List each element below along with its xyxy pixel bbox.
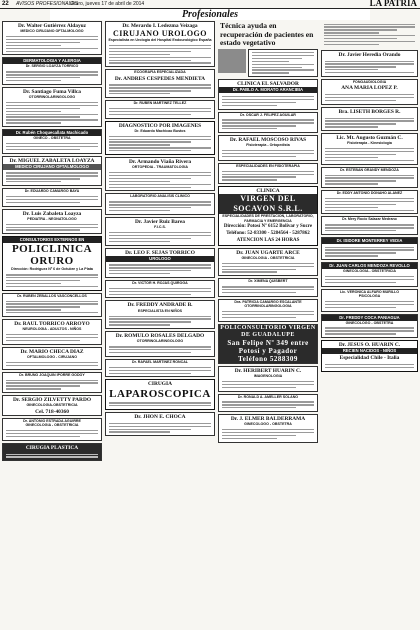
- column-1: [2, 21, 102, 626]
- ad-guzman: [321, 133, 418, 165]
- ad-title: ANA MARIA LOPEZ P.: [341, 85, 398, 92]
- ad-subtitle: LABORATORIO ANALISIS CLINICO: [130, 194, 190, 199]
- ad-body: [219, 378, 317, 390]
- ad-body: [106, 285, 214, 297]
- ad-body: [3, 193, 101, 205]
- ad-banner: CONSULTORIOS EXTERNOS EN: [3, 237, 101, 243]
- ad-rosales: [105, 331, 215, 357]
- ad-sejas: [105, 248, 215, 278]
- ad-body: [3, 298, 101, 316]
- ad-banner: MEDICO CIRUJANO OFTALMOLOGO: [3, 164, 101, 170]
- ad-title: Dr. SERGIO ZILVETTY PARDO: [12, 397, 92, 404]
- ad-subtitle: OTORRINOLARINGOLOGO: [136, 339, 184, 344]
- ad-subtitle: Dr. RUBEN ZEBALLOS VASCONCELLOS: [17, 293, 87, 298]
- ad-subtitle: PEDIATRA - NEONATOLOGO: [27, 216, 77, 221]
- ad-felipez: [218, 112, 318, 133]
- ad-title: Dr. ROMULO ROSALES DELGADO: [115, 333, 205, 340]
- ad-subtitle: Dr. RUBEN MARTINEZ TELLEZ: [133, 100, 187, 105]
- ad-body: [106, 229, 214, 244]
- ad-ruiz-barea: [105, 217, 215, 246]
- ad-body: [219, 93, 317, 108]
- ad-title: Dr. HERIBERT HUARIN C.: [234, 367, 302, 374]
- ad-subtitle: Dr. BRUNO JOAQUIN IPORRE GODOY: [19, 372, 85, 377]
- news-photo: [218, 49, 246, 73]
- ad-subtitle: GINECOLOGO - OBSTETRA: [244, 422, 292, 427]
- section-label: AVISOS PROFESIONALES: [16, 1, 78, 7]
- ad-body: [322, 91, 417, 103]
- ad-title: CIRUGIA: [148, 381, 172, 388]
- ad-title: Dr. J. ELMER BALDERRAMA: [230, 416, 306, 423]
- ad-moscoso: [218, 135, 318, 161]
- ad-title: Dr. Armando Viaña Rivera: [128, 158, 192, 165]
- ad-zabaleta: [2, 156, 102, 186]
- ad-headline: POLICLINICA ORURO: [11, 243, 93, 268]
- ad-headline: CIRUJANO UROLOGO: [112, 29, 207, 39]
- ad-subtitle: Dr. ANTONIO ESTRADA AGUIRRE: [23, 418, 81, 423]
- ad-iporre: [2, 372, 102, 393]
- ad-mendoza-revollo: [321, 262, 418, 287]
- ad-specialty: GINECOLOGIA - OBSTETRICIA: [25, 423, 79, 428]
- ad-body: [322, 298, 417, 310]
- ad-title: Dr. FREDDY ANDRADE B.: [127, 302, 193, 309]
- ad-title: CLINICA EL SALVADOR: [237, 81, 299, 88]
- ad-body: [219, 168, 317, 183]
- ad-headline: LAPAROSCOPICA: [109, 387, 211, 400]
- ad-body: [106, 420, 214, 435]
- ad-donaho: [321, 190, 418, 214]
- ad-subtitle: OFTALMOLOGO - CIRUJANO: [26, 355, 78, 360]
- ad-body: [3, 140, 101, 152]
- news-headline: Técnica ayuda en recuperación de pacientes en estado vegetativo: [220, 21, 314, 47]
- ad-body: [249, 50, 317, 77]
- ad-subtitle: Dra. PATRICIA CAMARGO ESCALANTE: [234, 299, 302, 304]
- ad-subtitle: Dr. Mery Rocío Salazar Medrano: [342, 217, 397, 222]
- ad-body: [322, 146, 417, 164]
- ad-banner: Dr. PABLO A. MORATO ARANCIBIA: [219, 87, 317, 93]
- ad-subtitle: MEDICO CIRUJANO OFTALMOLOGO: [20, 29, 84, 34]
- ad-title: CIRUGIA PLASTICA: [25, 444, 79, 451]
- ad-body: [106, 400, 214, 409]
- ad-body: [3, 332, 101, 344]
- ad-cirugia-plastica: [2, 443, 102, 462]
- ad-martinez-roncal: [105, 359, 215, 378]
- ad-title: Dr. JUAN UGARTE ARCE: [236, 249, 300, 256]
- ad-body: [3, 69, 101, 84]
- ad-grandy: [321, 167, 418, 188]
- ad-subtitle: GINECOLOGIA-OBSTETRICIA: [26, 403, 78, 408]
- ad-body: [106, 344, 214, 356]
- ad-title: Dr. Javier Ruiz Barea: [135, 218, 185, 225]
- ad-subtitle: Dr. OSCAR J. FELIPEZ AGUILAR: [240, 112, 296, 117]
- ad-subtitle: ESPECIALIDADES DE PRESTACION, LABORATORIO, FARMACIA Y EMERGENCIA: [222, 214, 314, 223]
- ad-title: Dr. JHON E. CHOCA: [134, 414, 186, 421]
- ad-body: [322, 195, 417, 213]
- ad-body: [322, 244, 417, 259]
- ad-banner: UROLOGO: [106, 256, 214, 262]
- ad-body: [106, 43, 214, 67]
- ad-body: [322, 325, 417, 337]
- ad-headline: POLICONSULTORIO VIRGEN DE GUADALUPE: [220, 324, 316, 338]
- ad-body: [3, 99, 101, 126]
- ad-address: San Felipe Nº 349 entre Potosí y Pagador: [227, 338, 309, 355]
- ad-body: [219, 148, 317, 160]
- ad-virgen-socavon: [218, 186, 318, 245]
- ad-title: Dr. Merardo I. Ledezma Veizaga: [122, 23, 198, 29]
- ad-title: Lic. Mt. Augusto Guzmán C.: [336, 135, 403, 142]
- ad-body: [321, 21, 418, 48]
- ad-subtitle: ESPECIALISTA EN NIÑOS: [137, 308, 183, 313]
- ad-subtitle: NEUROLOGIA - ADULTOS - NIÑOS: [22, 327, 82, 332]
- ad-coca: [321, 314, 418, 339]
- ad-subtitle: Dr. XIMENA QUISBERT: [248, 279, 288, 284]
- ad-fuma: [2, 87, 102, 127]
- ad-body: [322, 222, 417, 234]
- ad-title: Dr. LEO F. SEJAS TORRICO: [125, 249, 195, 256]
- ad-headline: VIRGEN DEL SOCAVON S.R.L.: [219, 194, 317, 214]
- ad-body: [106, 82, 214, 97]
- ad-balderrama: [218, 414, 318, 443]
- ad-luis-zabaleta: [2, 209, 102, 235]
- ad-ameller: [218, 394, 318, 413]
- page-header: [0, 0, 420, 9]
- ad-subtitle: Dr. ESTEBAN GRANDY MENDOZA: [340, 167, 399, 172]
- ad-body: [106, 105, 214, 117]
- ad-body: [322, 362, 417, 371]
- ad-phone: Teléfono 5288309: [238, 354, 298, 363]
- ad-title: Dr. MIGUEL ZABALETA LOAYZA: [9, 157, 95, 164]
- ad-body: [322, 172, 417, 187]
- ad-subtitle: Fisioterapia - Ortopedista: [246, 143, 290, 148]
- ad-title: CLINICA: [256, 188, 280, 195]
- page-number: 22: [2, 1, 9, 7]
- ad-subtitle: Fisioterapia - Kinesiología: [347, 141, 392, 146]
- ad-subtitle: Dr. EDUARDO CAMARGO BAYA: [24, 189, 80, 194]
- issue-date: Oruro, jueves 17 de abril de 2014: [70, 1, 145, 7]
- ad-title: Dr. Luis Zabaleta Loayza: [22, 210, 82, 217]
- ad-body: [3, 359, 101, 368]
- ad-subtitle: ORTOPEDIA - TRAUMATOLOGIA: [132, 165, 188, 170]
- ad-salazar: [321, 216, 418, 235]
- ad-banner: Dr. Rubén Choquecallata Machicado: [3, 130, 101, 136]
- ad-subtitle: GINECOLOGIA - OBSTETRICIA: [343, 269, 396, 274]
- ad-estrada: [2, 418, 102, 441]
- ad-hours: ATENCION LAS 24 HORAS: [236, 238, 300, 244]
- ad-subtitle: ESPECIALIDADES EN FISIOTERAPIA: [236, 163, 300, 168]
- ad-title: Dr. Javier Heredia Orando: [338, 51, 401, 58]
- ad-body: [219, 427, 317, 442]
- ad-subtitle: F.I.C.S.: [154, 225, 166, 230]
- ad-title: Dr. ANDRES CESPEDES MENDIETA: [114, 75, 206, 82]
- ad-banner: Dr. ISIDORE MONTERREY VEDIA: [322, 238, 417, 244]
- ad-body: [3, 377, 101, 392]
- news-text-block: [248, 49, 318, 78]
- ad-title: Bra. LISETH BORGES R.: [338, 108, 401, 115]
- ad-rojas: [105, 280, 215, 299]
- ad-ledezma: [105, 21, 215, 67]
- ad-subtitle: IMAGENOLOGIA: [253, 373, 283, 378]
- ad-subtitle: Dr. RONALD A. AMELLER SOLANO: [237, 394, 299, 399]
- ad-subtitle: Especialista en Urología del Hospital Endourológico España: [108, 38, 212, 43]
- ad-camargo: [2, 188, 102, 207]
- ad-body: [3, 427, 101, 439]
- ad-torrico: [2, 319, 102, 345]
- ad-phone: Teléfono: 52-83300 - 5284564 - 5287862: [226, 231, 310, 237]
- ad-monterrey: [321, 237, 418, 260]
- ad-body: [322, 273, 417, 285]
- news-row: [218, 49, 318, 78]
- paper-name: LA PATRIA: [369, 0, 417, 8]
- ad-fonoaudiologia: [321, 79, 418, 105]
- ad-subtitle: Dirección: Rodríguez Nº 6 de Octubre y La Plata: [11, 267, 93, 272]
- ad-subtitle: Dr. VICTOR H. ROJAS QUIROGA: [132, 280, 188, 285]
- ad-martinez-tellez: [105, 100, 215, 119]
- ad-laparoscopica: [105, 379, 215, 410]
- ad-body: [3, 221, 101, 233]
- ad-subtitle: FONOAUDIOLOGIA: [352, 79, 387, 84]
- ad-body: [106, 169, 214, 190]
- ad-title: DIAGNOSTICO POR IMAGENES: [118, 122, 202, 129]
- ad-dermatology: [2, 57, 102, 84]
- ad-andrade: [105, 300, 215, 329]
- ad-title: Dr. Santiago Fuma Villca: [23, 88, 81, 95]
- ad-banner: DERMATOLOGIA Y ALERGIA: [3, 58, 101, 64]
- ad-gutierrez: [2, 21, 102, 55]
- column-2: [105, 21, 215, 626]
- ad-specialty: Especialidad Chile - Italia: [339, 355, 400, 362]
- ad-subtitle: Lic. VERONICA ALFARO MURILLO: [339, 289, 400, 294]
- ad-camargo-escalante: [218, 299, 318, 322]
- ad-subtitle: GINECOLOGO - OBSTETRA: [345, 320, 394, 325]
- ad-banner: Dr. JUAN CARLOS MENDOZA REVOLLO: [322, 263, 417, 269]
- ad-title: Dr. RAUL TORRICO ARROYO: [14, 321, 90, 328]
- ad-quisbert: [218, 278, 318, 297]
- ad-banner: Dr. FREDDY COCA PANIAGUA: [322, 315, 417, 321]
- ad-body: [106, 364, 214, 376]
- ad-viana: [105, 157, 215, 191]
- ad-laboratorio: [105, 193, 215, 214]
- ad-subtitle: OTORRINOLARINGOLOGO: [28, 95, 76, 100]
- ad-ugarte: [218, 248, 318, 277]
- ad-body: [106, 133, 214, 154]
- ad-banner: RECIEN NACIDOS - NIÑOS: [322, 348, 417, 354]
- ad-borges: [321, 107, 418, 131]
- ad-body: [219, 308, 317, 320]
- ad-specialty: PSICOLOGA: [358, 294, 381, 299]
- ad-subtitle: ECOGRAFIA ESPECIALIZADA: [134, 70, 186, 75]
- ad-body: [219, 284, 317, 296]
- column-4: [321, 21, 418, 626]
- ad-address: Dirección: Potosí Nº 6152 Bolívar y Sucre: [223, 224, 313, 230]
- ad-body: [219, 399, 317, 411]
- ad-phone: Cel. 718-40360: [35, 408, 69, 415]
- ad-choquecallata: [2, 129, 102, 154]
- ad-checa: [2, 347, 102, 370]
- ad-subtitle: GINECOLOGIA - OBSTETRICIA: [241, 255, 295, 260]
- ad-title: Dr. MARIO CHECA DIAZ: [20, 348, 84, 355]
- ad-body: [3, 451, 101, 460]
- ad-subtitle: Dr. SERGIO LOAYZA TORRICO: [25, 64, 79, 69]
- ad-body: [3, 170, 101, 185]
- ad-specialty: OTORRINOLARINGOLOGIA: [244, 304, 292, 309]
- ad-subtitle: GINECO - OBSTETRA: [33, 136, 71, 141]
- ad-body: [322, 58, 417, 76]
- news-continued: [321, 21, 418, 48]
- ad-huarin-imagen: [218, 366, 318, 392]
- ad-cespedes: [105, 69, 215, 98]
- ad-subtitle: Dr. RAFAEL MARTINEZ RONCAL: [131, 359, 189, 364]
- ad-clinica-salvador: [218, 79, 318, 109]
- ad-body: [106, 313, 214, 328]
- ad-title: Dr. Walter Gutiérrez Aldayuz: [17, 23, 87, 29]
- ad-alfaro: [321, 289, 418, 312]
- ad-heredia: [321, 50, 418, 77]
- ad-choca: [105, 412, 215, 436]
- ad-zeballos: [2, 293, 102, 317]
- column-3: [218, 21, 318, 626]
- ad-zilvetty: [2, 395, 102, 416]
- ad-guadalupe: [218, 324, 318, 364]
- ad-subtitle: Dr. EDDY ANTONIO DONAHO ALANEZ: [336, 191, 403, 196]
- ad-body: [322, 115, 417, 130]
- ad-body: [219, 117, 317, 132]
- ad-huarin-ninos: [321, 340, 418, 372]
- ad-diagnostico: [105, 121, 215, 155]
- ad-body: [219, 260, 317, 275]
- ad-title: Dr. JESUS O. HUARIN C.: [338, 342, 401, 349]
- ad-policlinica: [2, 236, 102, 290]
- section-title: Profesionales: [50, 9, 370, 20]
- ad-body: [106, 262, 214, 277]
- ad-body: [3, 34, 101, 55]
- ad-body: [106, 199, 214, 214]
- ad-subtitle: Dr. Eduardo Machicao Bustos: [134, 128, 186, 133]
- ad-body: [3, 272, 101, 290]
- ad-title: Dr. RAFAEL MOSCOSO RIVAS: [229, 137, 307, 144]
- ad-fisioterapia: [218, 163, 318, 184]
